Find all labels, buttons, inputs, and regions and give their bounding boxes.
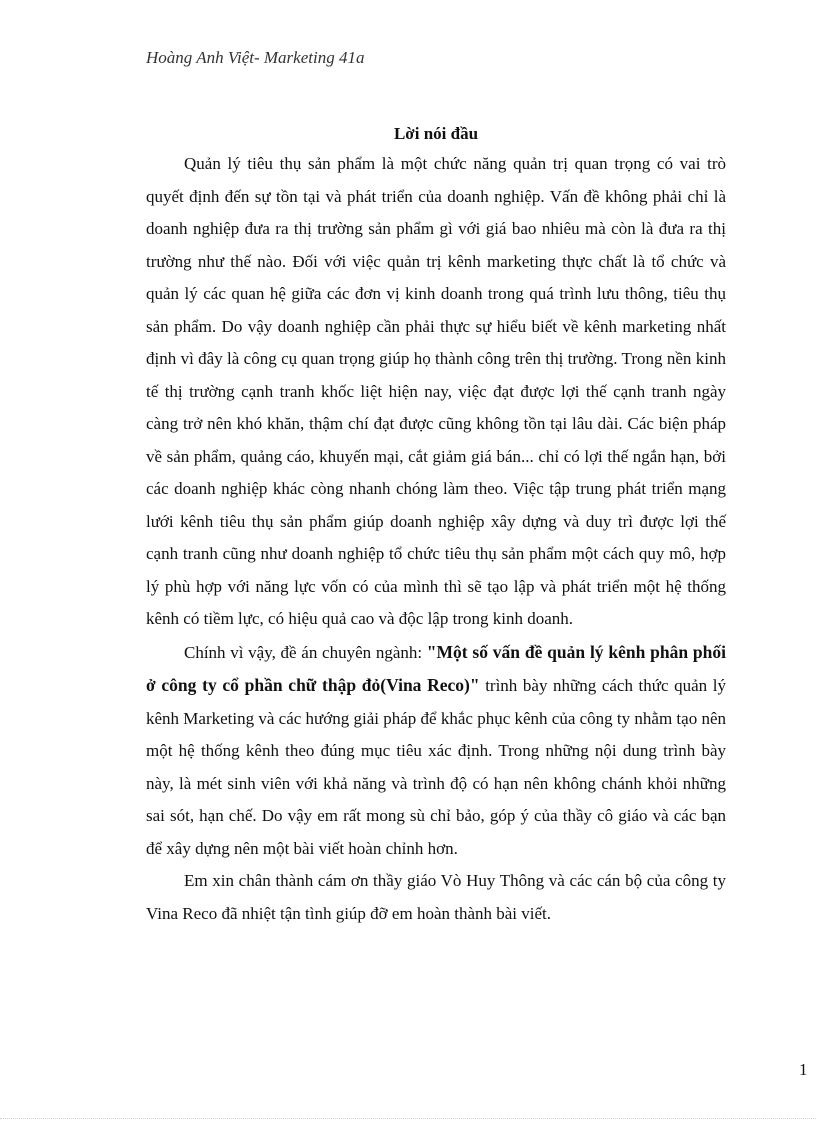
paragraph-project-lead: Chính vì vậy, đề án chuyên ngành:: [184, 642, 427, 662]
project-title: "Một số vấn đề quản lý kênh phân phối ở công ty cổ phần chữ thập đỏ(Vina Reco)": [146, 641, 727, 695]
paragraph-project-rest: trình bày những cách thức quản lý kênh Marketing và các hướng giải pháp để khắc phục kênh của công ty nhằm tạo nên một hệ thống kênh theo đúng mục tiêu xác định. Trong những nội dung trình bày này, là mét sinh viên với khả năng và trình độ có hạn nên không chánh khỏi những sai sót, hạn chế. Do vậy em rất mong sù chỉ bảo, góp ý của thầy cô giáo và các bạn để xây dựng nên một bài viết hoàn chỉnh hơn.: [146, 676, 726, 858]
document-body: [146, 120, 726, 930]
document-title: Lời nói đầu: [393, 124, 479, 143]
paragraph-thanks: Em xin chân thành cám ơn thầy giáo Vò Huy Thông và các cán bộ của công ty Vina Reco đã nhiệt tận tình giúp đỡ em hoàn thành bài viết.: [146, 871, 726, 923]
page-number: 1: [799, 1060, 808, 1079]
page-edge-divider: [0, 1118, 816, 1119]
paragraph-intro: Quản lý tiêu thụ sản phẩm là một chức năng quản trị quan trọng có vai trò quyết định đến sự tồn tại và phát triển của doanh nghiệp. Vấn đề không phải chỉ là doanh nghiệp đưa ra thị trường sản phẩm gì với giá bao nhiêu mà còn là đưa ra thị trường như thế nào. Đối với việc quản trị kênh marketing thực chất là tổ chức và quản lý các quan hệ giữa các đơn vị kinh doanh trong quá trình lưu thông, tiêu thụ sản phẩm. Do vậy doanh nghiệp cần phải thực sự hiểu biết về kênh marketing nhất định vì đây là công cụ quan trọng giúp họ thành công trên thị trường. Trong nền kinh tế thị trường cạnh tranh khốc liệt hiện nay, việc đạt được lợi thế cạnh tranh ngày càng trở nên khó khăn, thậm chí đạt được cũng không tồn tại lâu dài. Các biện pháp về sản phẩm, quảng cáo, khuyến mại, cắt giảm giá bán... chỉ có lợi thế ngắn hạn, bởi các doanh nghiệp khác còng nhanh chóng làm theo. Việc tập trung phát triển mạng lưới kênh tiêu thụ sản phẩm giúp doanh nghiệp xây dựng và duy trì được lợi thế cạnh tranh cũng như doanh nghiệp tổ chức tiêu thụ sản phẩm một cách quy mô, hợp lý phù hợp với năng lực vốn có của mình thì sẽ tạo lập và phát triển một hệ thống kênh có tiềm lực, có hiệu quả cao và độc lập trong kinh doanh.: [146, 154, 726, 628]
page-header: Hoàng Anh Việt- Marketing 41a: [146, 48, 365, 67]
paragraph-project: [146, 636, 726, 866]
